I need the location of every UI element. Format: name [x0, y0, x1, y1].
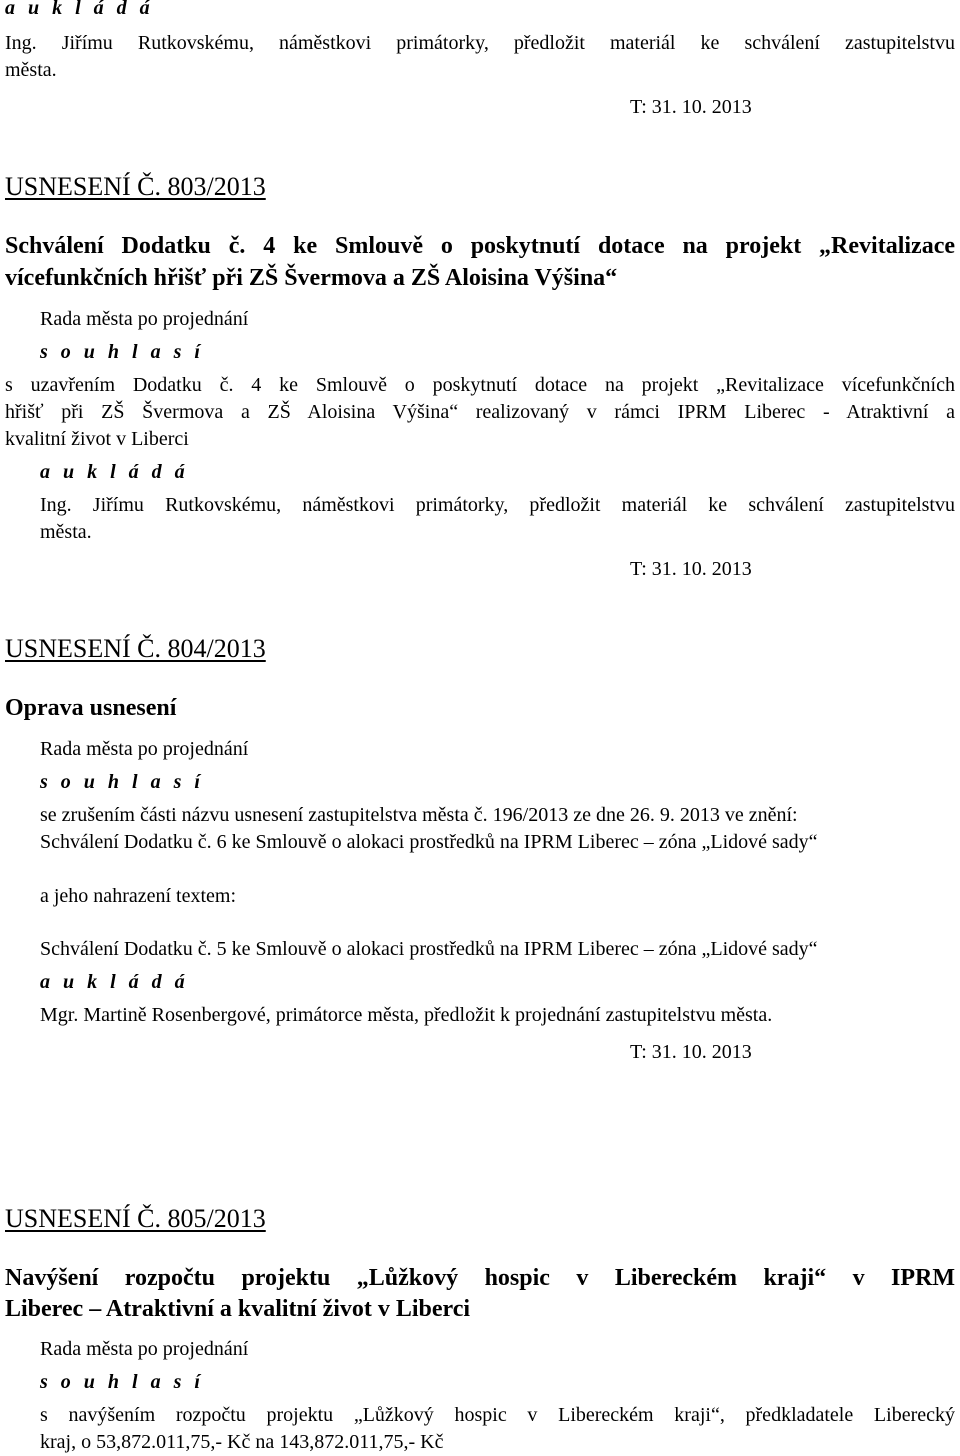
- resolution-title: Oprava usnesení: [5, 695, 177, 721]
- uklada-label: a u k l á d á: [5, 0, 154, 19]
- agrees-text: hřišť při ZŠ Švermova a ZŠ Aloisina Výšina“ realizovaný v rámci IPRM Liberec - Atraktivní a: [5, 401, 955, 423]
- replacement-text: Schválení Dodatku č. 5 ke Smlouvě o alokaci prostředků na IPRM Liberec – zóna „Lidové sady“: [40, 938, 818, 960]
- resolution-number: USNESENÍ Č. 805/2013: [5, 1204, 266, 1233]
- council-line: Rada města po projednání: [40, 738, 249, 760]
- resolution-title-end: Liberec – Atraktivní a kvalitní život v Liberci: [5, 1296, 471, 1322]
- agrees-label: s o u h l a s í: [40, 1371, 204, 1393]
- assignee-line-end: města.: [40, 521, 92, 543]
- agrees-label: s o u h l a s í: [40, 341, 204, 363]
- resolution-title: Schválení Dodatku č. 4 ke Smlouvě o poskytnutí dotace na projekt „Revitalizace: [5, 233, 955, 259]
- assignee-line: Mgr. Martině Rosenbergové, primátorce města, předložit k projednání zastupitelstvu města.: [40, 1004, 773, 1026]
- resolution-number: USNESENÍ Č. 804/2013: [5, 634, 266, 663]
- agrees-text-end: kraj, o 53,872.011,75,- Kč na 143,872.011,75,- Kč: [40, 1431, 444, 1453]
- agrees-label: s o u h l a s í: [40, 771, 204, 793]
- deadline: T: 31. 10. 2013: [630, 96, 752, 118]
- council-line: Rada města po projednání: [40, 308, 249, 330]
- agrees-text: s uzavřením Dodatku č. 4 ke Smlouvě o poskytnutí dotace na projekt „Revitalizace vícefunkčních: [5, 374, 955, 396]
- uklada-label: a u k l á d á: [40, 971, 189, 993]
- assignee-line-end: města.: [5, 59, 57, 81]
- deadline: T: 31. 10. 2013: [630, 558, 752, 580]
- agrees-text-end: kvalitní život v Liberci: [5, 428, 189, 450]
- replacement-intro: a jeho nahrazení textem:: [40, 885, 237, 907]
- resolution-number: USNESENÍ Č. 803/2013: [5, 172, 266, 201]
- assignee-line: Ing. Jiřímu Rutkovskému, náměstkovi primátorky, předložit materiál ke schválení zastupitelstvu: [5, 32, 955, 54]
- agrees-text: s navýšením rozpočtu projektu „Lůžkový hospic v Libereckém kraji“, předkladatele Liberecký: [40, 1404, 955, 1426]
- agrees-text: Schválení Dodatku č. 6 ke Smlouvě o alokaci prostředků na IPRM Liberec – zóna „Lidové sady“: [40, 831, 818, 853]
- assignee-line: Ing. Jiřímu Rutkovskému, náměstkovi primátorky, předložit materiál ke schválení zastupitelstvu: [40, 494, 955, 516]
- resolution-title: Navýšení rozpočtu projektu „Lůžkový hospic v Libereckém kraji“ v IPRM: [5, 1265, 955, 1291]
- council-line: Rada města po projednání: [40, 1338, 249, 1360]
- uklada-label: a u k l á d á: [40, 461, 189, 483]
- deadline: T: 31. 10. 2013: [630, 1041, 752, 1063]
- resolution-title-end: vícefunkčních hřišť při ZŠ Švermova a ZŠ Aloisina Výšina“: [5, 265, 618, 291]
- agrees-text: se zrušením části názvu usnesení zastupitelstva města č. 196/2013 ze dne 26. 9. 2013 ve znění:: [40, 804, 798, 826]
